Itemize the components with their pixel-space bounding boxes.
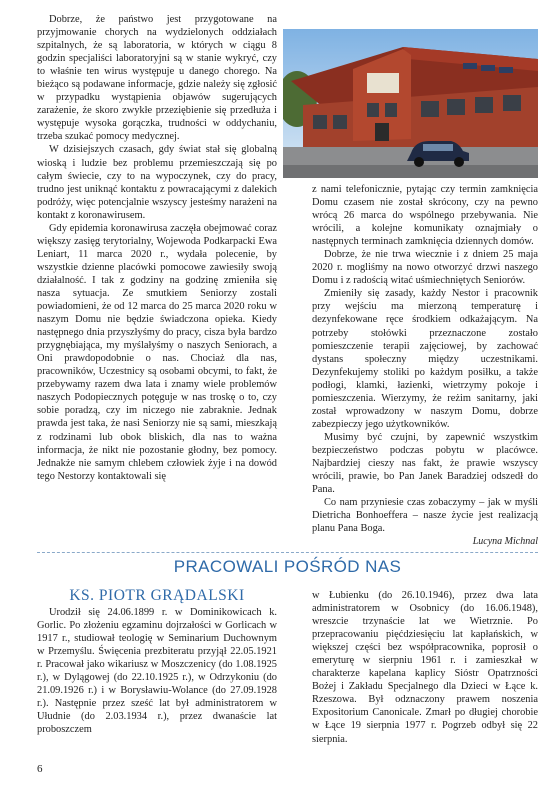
article-right-column bbox=[312, 183, 538, 548]
article-author: Lucyna Michnal bbox=[472, 536, 538, 548]
article-paragraph: Gdy epidemia koronawirusa zaczęła obejmować coraz większy zasięg terytorialny, Wojewoda Podkarpacki Ewa Leniart, 11 marca 2020 r., wydała polecenie, by wszystkie dzienne placówki pomocowe zawiesiły swoją działalność. I tak z godziny na godzinę zmieniła się nasza sytuacja. Ze smutkiem Seniorzy zostali powiadomieni, że od 12 marca do 25 marca 2020 roku w naszym Domu nie będzie świadczona opieka. Kiedy następnego dnia przyszłyśmy do pracy, cisza była bardzo przygnębiająca, my myślałyśmy o naszych Seniorach, a Oni prawdopodobnie o nas. Chociaż dla nas, pracowników, Uczestnicy są osobami obcymi, to fakt, że przebywamy razem dwa lata i znamy wiele problemów naszych Podopiecznych potęguje w nas troskę o to, czy sobie poradzą, czy im niczego nie zabraknie. Jednak prawda jest taka, że nasi Seniorzy nie są sami, mieszkają z rodzinami lub obok bliskich, dla nas to ważna informacja, że nikt nie pozostanie głodny, bez pomocy. Jednakże nie samym chlebem człowiek żyje i na dowód tego Nestorzy kontaktowali się bbox=[37, 222, 277, 482]
article-left-column bbox=[37, 13, 277, 483]
article-paragraph: Zmieniły się zasady, każdy Nestor i pracownik przy wejściu ma mierzoną temperaturę i dezynfekowane ręce środkiem odkażającym. Na potrzeby stołówki przeznaczone zostało pomieszczenie terapii zajęciowej, by zachować dystans społeczny między uczestnikami. Dezynfekujemy stoliki po każdym posiłku, a także podłogi, klamki, łazienki, wietrzymy pokoje i pomieszczenia. Wierzymy, że reżim sanitarny, jaki został wprowadzony w naszym Domu, dobrze zabezpieczy jego użytkowników. bbox=[312, 288, 538, 430]
building-photo bbox=[283, 29, 538, 178]
section-divider bbox=[37, 552, 538, 553]
page-number: 6 bbox=[37, 763, 43, 775]
biography-paragraph: Urodził się 24.06.1899 r. w Dominikowicach k. Gorlic. Po złożeniu egzaminu dojrzałości w Gorlicach w 1917 r., studiował teologię w Seminarium Duchownym w Przemyślu. Święcenia prezbiteratu przyjął 22.05.1921 r. Pracował jako wikariusz w Moszczenicy (do 1.08.1925 r.), w Dylągowej (do 22.10.1925 r.), w Odrzykoniu (do 21.09.1926 r.) i w Borysławiu-Wolance (do 27.09.1928 r.). Następnie przez sześć lat był administratorem w Ułudnie (do 2.03.1934 r.), przez dwanaście lat proboszczem bbox=[37, 607, 277, 736]
article-paragraph: Co nam przyniesie czas zobaczymy – jak w myśli Dietricha Bonhoeffera – nasze życie jest realizacją planu Pana Boga. bbox=[312, 497, 538, 535]
article-paragraph: Dobrze, że nie trwa wiecznie i z dniem 25 maja 2020 r. mogliśmy na nowo otworzyć drzwi naszego Domu i z radością witać uśmiechniętych Seniorów. bbox=[312, 249, 538, 287]
biography-right-column bbox=[312, 589, 538, 746]
article-paragraph: Dobrze, że państwo jest przygotowane na przyjmowanie chorych na wydzielonych oddziałach szpitalnych, że są laboratoria, w których w ciągu 8 godzin specjaliści laboratoryjni są w stanie wykryć, czy to właśnie ten wirus występuje u danego chorego. Na bieżąco są podawane informacje, gdzie należy się zgłosić w przypadku wystąpienia objawów sugerujących zarażenie, że skoro zwykłe przeziębienie się przedłuża i występuje wysoka gorączka, trudności w oddychaniu, trzeba szukać pomocy medycznej. bbox=[37, 14, 277, 143]
biography-left-column bbox=[37, 606, 277, 736]
section-title: PRACOWALI POŚRÓD NAS bbox=[173, 557, 402, 576]
biography-name: KS. PIOTR GRĄDALSKI bbox=[69, 587, 245, 604]
article-paragraph: W dzisiejszych czasach, gdy świat stał się globalną wioską i ludzie bez problemu przemieszczają się po całym świecie, czy to na wypoczynek, czy do pracy, trudno jest uniknąć kontaktu z powracającymi z dalekich podróży, więc potencjalnie wszyscy jesteśmy narażeni na kontakt z koronawirusem. bbox=[37, 144, 277, 221]
biography-paragraph: w Łubienku (do 26.10.1946), przez dwa lata administratorem w Osobnicy (do 16.06.1948), wreszcie trzynaście lat we Wietrznie. Po przepracowaniu pięćdziesięciu lat kapłańskich, w większej części bez współpracownika, poprosił o emeryturę w sierpniu 1961 r. i zamieszkał w charakterze kapelana kaplicy Sióstr Opatrzności Bożej i Zakładu Specjalnego dla Dzieci w Łące k. Rzeszowa. Był odznaczony prawem noszenia Expositorium Canonicale. Zmarł po długiej chorobie w Łące 19 sierpnia 1977 r. Pogrzeb odbył się 22 sierpnia. bbox=[312, 590, 538, 745]
article-paragraph: z nami telefonicznie, pytając czy termin zamknięcia Domu czasem nie został skrócony, czy na pewno wrócą 26 marca do wspólnego przebywania. Nie wrócili, a kolejne komunikaty oznajmiały o następnych terminach zamknięcia dziennych domów. bbox=[312, 184, 538, 248]
article-paragraph: Musimy być czujni, by zapewnić wszystkim bezpieczeństwo podczas pobytu w placówce. Najbardziej cieszy nas fakt, że prawie wszyscy wrócili, prawie, bo Pan Janek Baradziej odszedł do Pana. bbox=[312, 431, 538, 496]
